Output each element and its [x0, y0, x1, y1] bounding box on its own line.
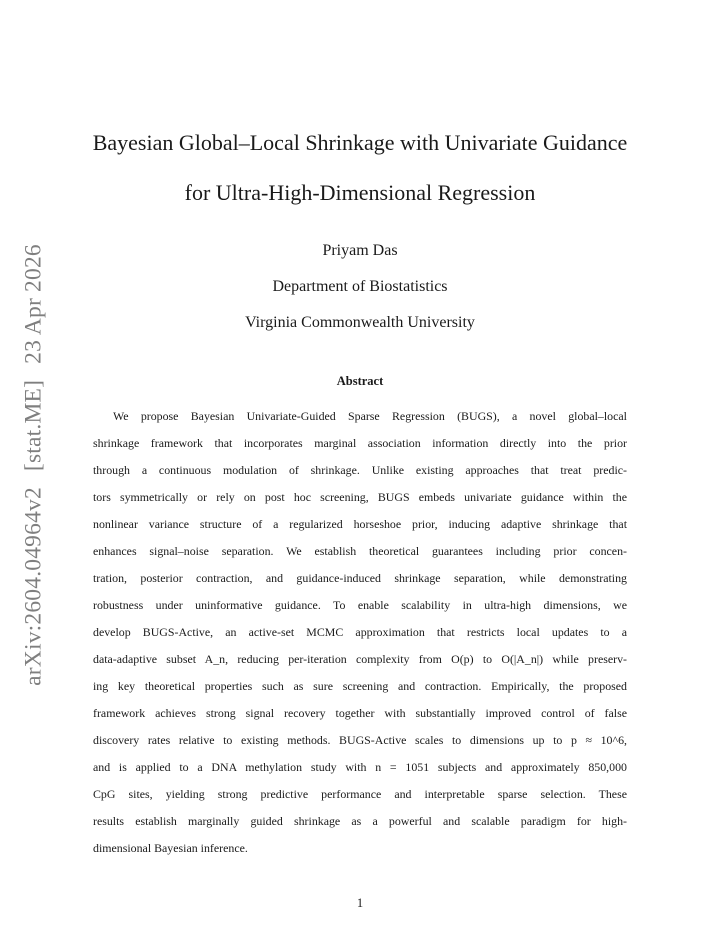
author-institution: Virginia Commonwealth University: [245, 314, 475, 331]
abstract-heading: Abstract: [336, 374, 384, 388]
paper-title-line-1: Bayesian Global–Local Shrinkage with Univariate Guidance: [92, 130, 628, 155]
abstract-line: tration, posterior contraction, and guidance-induced shrinkage separation, while demonstrating: [93, 571, 627, 585]
abstract-line: CpG sites, yielding strong predictive performance and interpretable sparse selection. These: [93, 787, 627, 801]
author-name: Priyam Das: [322, 242, 398, 259]
arxiv-identifier: arXiv:2604.04964v2: [20, 487, 47, 686]
abstract-body: [93, 406, 627, 865]
abstract-line: ing key theoretical properties such as sure screening and contraction. Empirically, the proposed: [93, 679, 627, 693]
abstract-line: framework achieves strong signal recovery together with substantially improved control of false: [93, 706, 627, 720]
paper-title-line-2: for Ultra-High-Dimensional Regression: [184, 180, 536, 205]
page-number: 1: [356, 896, 364, 910]
abstract-line: tors symmetrically or rely on post hoc screening, BUGS embeds univariate guidance within the: [93, 490, 627, 504]
abstract-line: robustness under uninformative guidance. To enable scalability in ultra-high dimensions, we: [93, 598, 627, 612]
abstract-line: enhances signal–noise separation. We establish theoretical guarantees including prior concen-: [93, 544, 627, 558]
abstract-line: dimensional Bayesian inference.: [93, 841, 248, 855]
abstract-line: nonlinear variance structure of a regularized horseshoe prior, inducing adaptive shrinkage that: [93, 517, 627, 531]
abstract-line: results establish marginally guided shrinkage as a powerful and scalable paradigm for high-: [93, 814, 627, 828]
abstract-line: We propose Bayesian Univariate-Guided Sparse Regression (BUGS), a novel global–local: [113, 409, 627, 423]
abstract-line: through a continuous modulation of shrinkage. Unlike existing approaches that treat predic-: [93, 463, 627, 477]
arxiv-stamp: [21, 244, 48, 686]
author-department: Department of Biostatistics: [272, 278, 448, 295]
abstract-line: discovery rates relative to existing methods. BUGS-Active scales to dimensions up to p ≈ 10^6,: [93, 733, 627, 747]
abstract-line: data-adaptive subset A_n, reducing per-iteration complexity from O(p) to O(|A_n|) while preserv-: [93, 652, 627, 666]
arxiv-date: 23 Apr 2026: [20, 244, 47, 364]
abstract-line: develop BUGS-Active, an active-set MCMC approximation that restricts local updates to a: [93, 625, 627, 639]
abstract-line: and is applied to a DNA methylation study with n = 1051 subjects and approximately 850,000: [93, 760, 627, 774]
abstract-line: shrinkage framework that incorporates marginal association information directly into the prior: [93, 436, 627, 450]
arxiv-category: [stat.ME]: [20, 379, 47, 472]
